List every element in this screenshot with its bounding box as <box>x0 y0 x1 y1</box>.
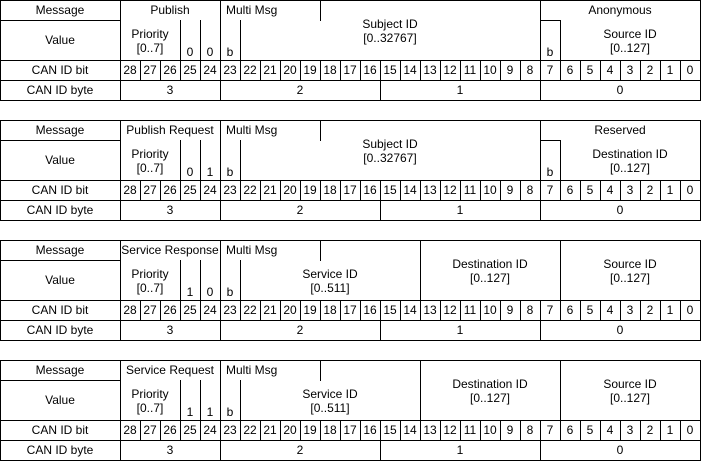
subject-id-label: Subject ID <box>362 16 418 31</box>
can-id-bit-number: 28 <box>123 182 137 197</box>
can-id-bit-number: 8 <box>526 422 534 437</box>
can-id-bit-number: 4 <box>606 422 614 437</box>
can-id-bit-row-label: CAN ID bit <box>31 182 89 197</box>
message-type-title: Publish <box>150 2 190 17</box>
can-id-bit-number: 25 <box>183 62 197 77</box>
can-id-bit-row-label: CAN ID bit <box>31 302 89 317</box>
can-id-bit-number: 24 <box>203 182 217 197</box>
can-id-bit-number: 10 <box>483 422 497 437</box>
can-id-bit-number: 13 <box>423 422 437 437</box>
can-id-bit-number: 20 <box>283 182 297 197</box>
destination-id-range: [0..127] <box>469 270 511 285</box>
can-id-bit-number: 10 <box>483 302 497 317</box>
subject-id-label: Subject ID <box>362 136 418 151</box>
can-id-bit-number: 16 <box>363 182 377 197</box>
can-id-bit-number: 3 <box>626 302 634 317</box>
priority-label: Priority <box>131 386 169 401</box>
message-row-label: Message <box>35 122 85 137</box>
can-id-bit-number: 15 <box>383 182 397 197</box>
can-id-bit-number: 18 <box>323 182 337 197</box>
can-id-bit-number: 26 <box>163 302 177 317</box>
can-id-bit-number: 23 <box>223 182 237 197</box>
can-id-bit-number: 13 <box>423 62 437 77</box>
can-id-bit-number: 7 <box>546 302 554 317</box>
flag-bit-24-value: 0 <box>206 284 214 299</box>
priority-label: Priority <box>131 26 169 41</box>
destination-id-label: Destination ID <box>592 146 668 161</box>
can-id-bit-number: 22 <box>243 422 257 437</box>
can-id-bit-number: 28 <box>123 422 137 437</box>
can-id-bit-number: 14 <box>403 302 417 317</box>
bit-7-value: b <box>546 164 554 179</box>
can-id-bit-number: 5 <box>586 62 594 77</box>
can-id-bit-number: 0 <box>686 182 694 197</box>
can-id-bit-number: 15 <box>383 422 397 437</box>
flag-bit-24-value: 1 <box>206 164 214 179</box>
can-id-bit-number: 22 <box>243 302 257 317</box>
service-id-label: Service ID <box>302 266 358 281</box>
service-id-top-cell <box>320 360 421 381</box>
service-id-top-cell <box>320 240 421 261</box>
source-id-label: Source ID <box>603 26 657 41</box>
flag-bit-25-value: 0 <box>186 164 194 179</box>
value-row-label: Value <box>45 32 75 47</box>
can-id-byte-number: 0 <box>616 202 624 217</box>
can-id-bit-number: 25 <box>183 422 197 437</box>
can-id-bit-number: 4 <box>606 182 614 197</box>
source-id-range: [0..127] <box>609 270 651 285</box>
can-id-bit-number: 18 <box>323 302 337 317</box>
can-id-bit-number: 7 <box>546 62 554 77</box>
can-id-bit-number: 26 <box>163 422 177 437</box>
can-id-bit-number: 21 <box>263 302 277 317</box>
source-id-label: Source ID <box>603 256 657 271</box>
subject-id-range: [0..32767] <box>363 150 417 165</box>
value-row-label: Value <box>45 392 75 407</box>
multi-msg-bit: b <box>226 404 234 419</box>
can-id-bit-number: 7 <box>546 182 554 197</box>
can-id-bit-number: 10 <box>483 182 497 197</box>
multi-msg-label: Multi Msg <box>226 122 278 137</box>
message-row-label: Message <box>35 242 85 257</box>
can-id-bit-number: 23 <box>223 422 237 437</box>
can-id-bit-number: 11 <box>463 302 477 317</box>
can-id-bit-number: 3 <box>626 62 634 77</box>
can-id-bit-number: 3 <box>626 422 634 437</box>
multi-msg-bit: b <box>226 164 234 179</box>
can-id-byte-number: 2 <box>296 442 304 457</box>
multi-msg-label: Multi Msg <box>226 2 278 17</box>
flag-bit-25-value: 1 <box>186 284 194 299</box>
priority-range: [0..7] <box>136 160 164 175</box>
can-id-bit-number: 16 <box>363 302 377 317</box>
can-id-byte-number: 0 <box>616 442 624 457</box>
can-id-bit-number: 11 <box>463 422 477 437</box>
multi-msg-bit: b <box>226 44 234 59</box>
can-id-bit-number: 23 <box>223 62 237 77</box>
message-row-label: Message <box>35 362 85 377</box>
can-id-byte-number: 1 <box>456 202 464 217</box>
can-id-bit-number: 17 <box>343 422 357 437</box>
can-id-bit-number: 12 <box>443 422 457 437</box>
priority-range: [0..7] <box>136 280 164 295</box>
can-id-bit-number: 1 <box>666 302 674 317</box>
can-id-bit-number: 19 <box>303 302 317 317</box>
can-id-bit-row-label: CAN ID bit <box>31 422 89 437</box>
can-id-byte-row-label: CAN ID byte <box>26 202 94 217</box>
can-id-byte-number: 2 <box>296 82 304 97</box>
can-id-bit-number: 9 <box>506 302 514 317</box>
can-id-byte-number: 3 <box>166 442 174 457</box>
destination-id-label: Destination ID <box>452 256 528 271</box>
can-id-bit-number: 9 <box>506 422 514 437</box>
can-id-byte-row-label: CAN ID byte <box>26 442 94 457</box>
can-id-bit-number: 17 <box>343 62 357 77</box>
message-row-label: Message <box>35 2 85 17</box>
can-id-bit-number: 2 <box>646 182 654 197</box>
can-id-bit-number: 1 <box>666 422 674 437</box>
can-id-bit-number: 24 <box>203 422 217 437</box>
can-id-bit-number: 17 <box>343 302 357 317</box>
can-id-bit-number: 4 <box>606 302 614 317</box>
can-id-bit-number: 25 <box>183 182 197 197</box>
can-id-bit-number: 9 <box>506 182 514 197</box>
can-id-bit-number: 27 <box>143 422 157 437</box>
can-id-bit-number: 0 <box>686 62 694 77</box>
can-id-bit-number: 6 <box>566 302 574 317</box>
can-id-bit-number: 1 <box>666 182 674 197</box>
can-id-bit-number: 23 <box>223 302 237 317</box>
can-id-bit-number: 1 <box>666 62 674 77</box>
can-id-bit-number: 2 <box>646 302 654 317</box>
can-id-byte-number: 1 <box>456 442 464 457</box>
destination-id-label: Destination ID <box>452 376 528 391</box>
can-id-byte-number: 0 <box>616 322 624 337</box>
can-id-bit-number: 10 <box>483 62 497 77</box>
flag-bit-24-value: 1 <box>206 404 214 419</box>
can-id-bit-number: 18 <box>323 62 337 77</box>
node-id-range: [0..127] <box>609 160 651 175</box>
flag-bit-24-value: 0 <box>206 44 214 59</box>
can-id-bit-number: 24 <box>203 302 217 317</box>
can-id-bit-number: 26 <box>163 182 177 197</box>
can-id-bit-number: 27 <box>143 302 157 317</box>
can-id-bit-number: 12 <box>443 302 457 317</box>
can-id-byte-number: 3 <box>166 82 174 97</box>
can-id-bit-number: 11 <box>463 182 477 197</box>
can-id-bit-number: 6 <box>566 422 574 437</box>
can-id-byte-number: 1 <box>456 322 464 337</box>
can-id-byte-number: 3 <box>166 322 174 337</box>
can-id-bit-number: 22 <box>243 62 257 77</box>
can-id-bit-number: 11 <box>463 62 477 77</box>
priority-label: Priority <box>131 266 169 281</box>
can-id-bit-number: 19 <box>303 62 317 77</box>
can-id-bit-number: 21 <box>263 182 277 197</box>
multi-msg-label: Multi Msg <box>226 362 278 377</box>
subject-id-range: [0..32767] <box>363 30 417 45</box>
can-id-bit-number: 26 <box>163 62 177 77</box>
can-id-bit-number: 2 <box>646 422 654 437</box>
can-id-bit-number: 5 <box>586 302 594 317</box>
priority-range: [0..7] <box>136 400 164 415</box>
flag-bit-25-value: 0 <box>186 44 194 59</box>
service-id-label: Service ID <box>302 386 358 401</box>
can-id-bit-number: 6 <box>566 62 574 77</box>
value-row-label: Value <box>45 272 75 287</box>
can-id-bit-number: 5 <box>586 182 594 197</box>
can-id-bit-number: 17 <box>343 182 357 197</box>
multi-msg-bit: b <box>226 284 234 299</box>
can-id-bit-number: 20 <box>283 422 297 437</box>
can-id-byte-row-label: CAN ID byte <box>26 82 94 97</box>
can-id-bit-number: 14 <box>403 182 417 197</box>
source-id-label: Source ID <box>603 376 657 391</box>
can-id-bit-number: 28 <box>123 302 137 317</box>
can-id-bit-number: 14 <box>403 62 417 77</box>
message-type-title: Publish Request <box>126 122 214 137</box>
can-id-bit-number: 5 <box>586 422 594 437</box>
can-id-bit-number: 16 <box>363 422 377 437</box>
can-id-bit-number: 15 <box>383 62 397 77</box>
can-id-bit-number: 21 <box>263 62 277 77</box>
can-id-bit-number: 12 <box>443 62 457 77</box>
flag-bit-25-value: 1 <box>186 404 194 419</box>
can-id-bit-number: 8 <box>526 62 534 77</box>
node-id-range: [0..127] <box>609 40 651 55</box>
can-id-bit-number: 0 <box>686 422 694 437</box>
right-header-label: Anonymous <box>588 2 652 17</box>
can-id-byte-number: 2 <box>296 202 304 217</box>
service-id-range: [0..511] <box>310 280 350 295</box>
can-id-bit-number: 13 <box>423 182 437 197</box>
can-id-bit-number: 20 <box>283 302 297 317</box>
can-id-bit-number: 2 <box>646 62 654 77</box>
message-type-title: Service Request <box>125 362 215 377</box>
can-id-bit-number: 19 <box>303 182 317 197</box>
can-id-byte-row-label: CAN ID byte <box>26 322 94 337</box>
can-id-bit-number: 19 <box>303 422 317 437</box>
can-id-byte-number: 2 <box>296 322 304 337</box>
can-id-bit-number: 15 <box>383 302 397 317</box>
can-id-byte-number: 1 <box>456 82 464 97</box>
can-id-bit-number: 21 <box>263 422 277 437</box>
can-id-bit-number: 0 <box>686 302 694 317</box>
can-id-bit-number: 14 <box>403 422 417 437</box>
can-id-bit-number: 20 <box>283 62 297 77</box>
can-id-bit-number: 27 <box>143 182 157 197</box>
can-id-bit-number: 24 <box>203 62 217 77</box>
source-id-range: [0..127] <box>609 390 651 405</box>
priority-range: [0..7] <box>136 40 164 55</box>
message-type-title: Service Response <box>121 242 219 257</box>
value-row-label: Value <box>45 152 75 167</box>
can-id-bit-number: 7 <box>546 422 554 437</box>
can-id-bit-number: 28 <box>123 62 137 77</box>
can-id-bit-number: 8 <box>526 182 534 197</box>
can-id-bit-number: 13 <box>423 302 437 317</box>
can-id-bit-number: 3 <box>626 182 634 197</box>
can-id-bit-number: 22 <box>243 182 257 197</box>
multi-msg-label: Multi Msg <box>226 242 278 257</box>
can-id-bit-number: 12 <box>443 182 457 197</box>
right-header-label: Reserved <box>594 122 646 137</box>
bit-7-value: b <box>546 44 554 59</box>
can-id-bit-number: 16 <box>363 62 377 77</box>
priority-label: Priority <box>131 146 169 161</box>
can-id-bit-number: 18 <box>323 422 337 437</box>
can-id-bit-number: 27 <box>143 62 157 77</box>
can-id-byte-number: 3 <box>166 202 174 217</box>
can-id-byte-number: 0 <box>616 82 624 97</box>
destination-id-range: [0..127] <box>469 390 511 405</box>
can-id-bit-row-label: CAN ID bit <box>31 62 89 77</box>
can-id-bit-number: 4 <box>606 62 614 77</box>
can-id-bit-number: 8 <box>526 302 534 317</box>
can-id-bit-number: 6 <box>566 182 574 197</box>
service-id-range: [0..511] <box>310 400 350 415</box>
can-id-bit-number: 9 <box>506 62 514 77</box>
can-id-bit-number: 25 <box>183 302 197 317</box>
